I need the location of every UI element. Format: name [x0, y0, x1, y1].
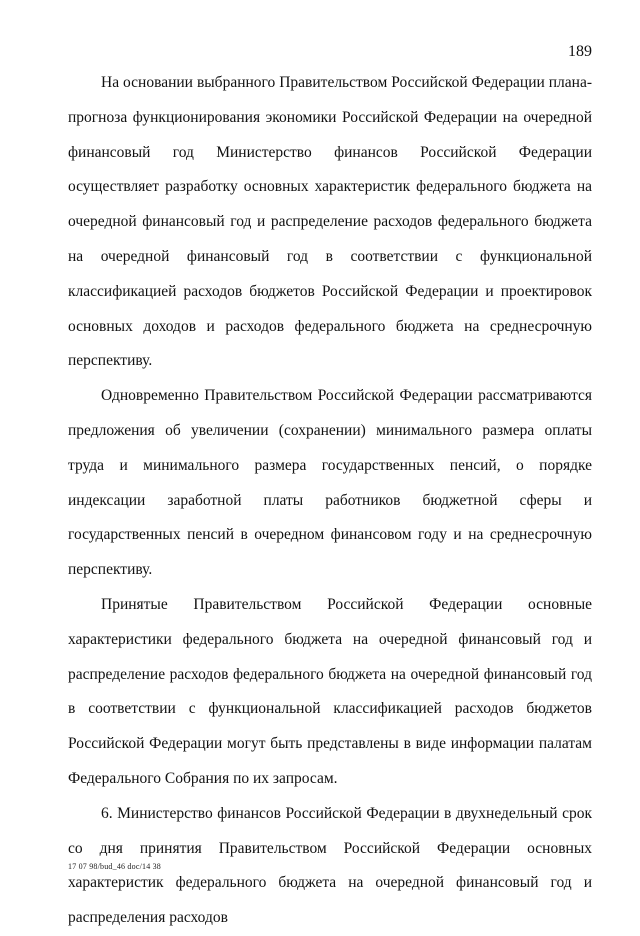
- paragraph-plan-forecast: На основании выбранного Правительством Российской Федерации плана-прогноза функционирования экономики Российской Федерации на очередной финансовый год Министерство финансов Российской Федерации осуществляет разработку основных характеристик федерального бюджета на очередной финансовый год и распределение расходов федерального бюджета на очередной финансовый год в соответствии с функциональной классификацией расходов бюджетов Российской Федерации и проектировок основных доходов и расходов федерального бюджета на среднесрочную перспективу.: [68, 74, 592, 370]
- paragraph-item-6: 6. Министерство финансов Российской Федерации в двухнедельный срок со дня принятия Правительством Российской Федерации основных характеристик федерального бюджета на очередной финансовый год и распределения расходов: [68, 804, 592, 927]
- paragraph-budget-characteristics: Принятые Правительством Российской Федерации основные характеристики федерального бюджета на очередной финансовый год и распределение расходов федерального бюджета на очередной финансовый год в соответствии с функциональной классификацией расходов бюджетов Российской Федерации могут быть представлены в виде информации палатам Федерального Собрания по их запросам.: [68, 595, 592, 787]
- paragraph-wages-pensions: Одновременно Правительством Российской Федерации рассматриваются предложения об увеличении (сохранении) минимального размера оплаты труда и минимального размера государственных пенсий, о порядке индексации заработной платы работников бюджетной сферы и государственных пенсий в очередном финансовом году и на среднесрочную перспективу.: [68, 387, 592, 579]
- file-footer: 17 07 98/bud_46 doc/14 38: [68, 862, 161, 871]
- page-number: 189: [568, 43, 592, 60]
- body-text: [68, 66, 592, 936]
